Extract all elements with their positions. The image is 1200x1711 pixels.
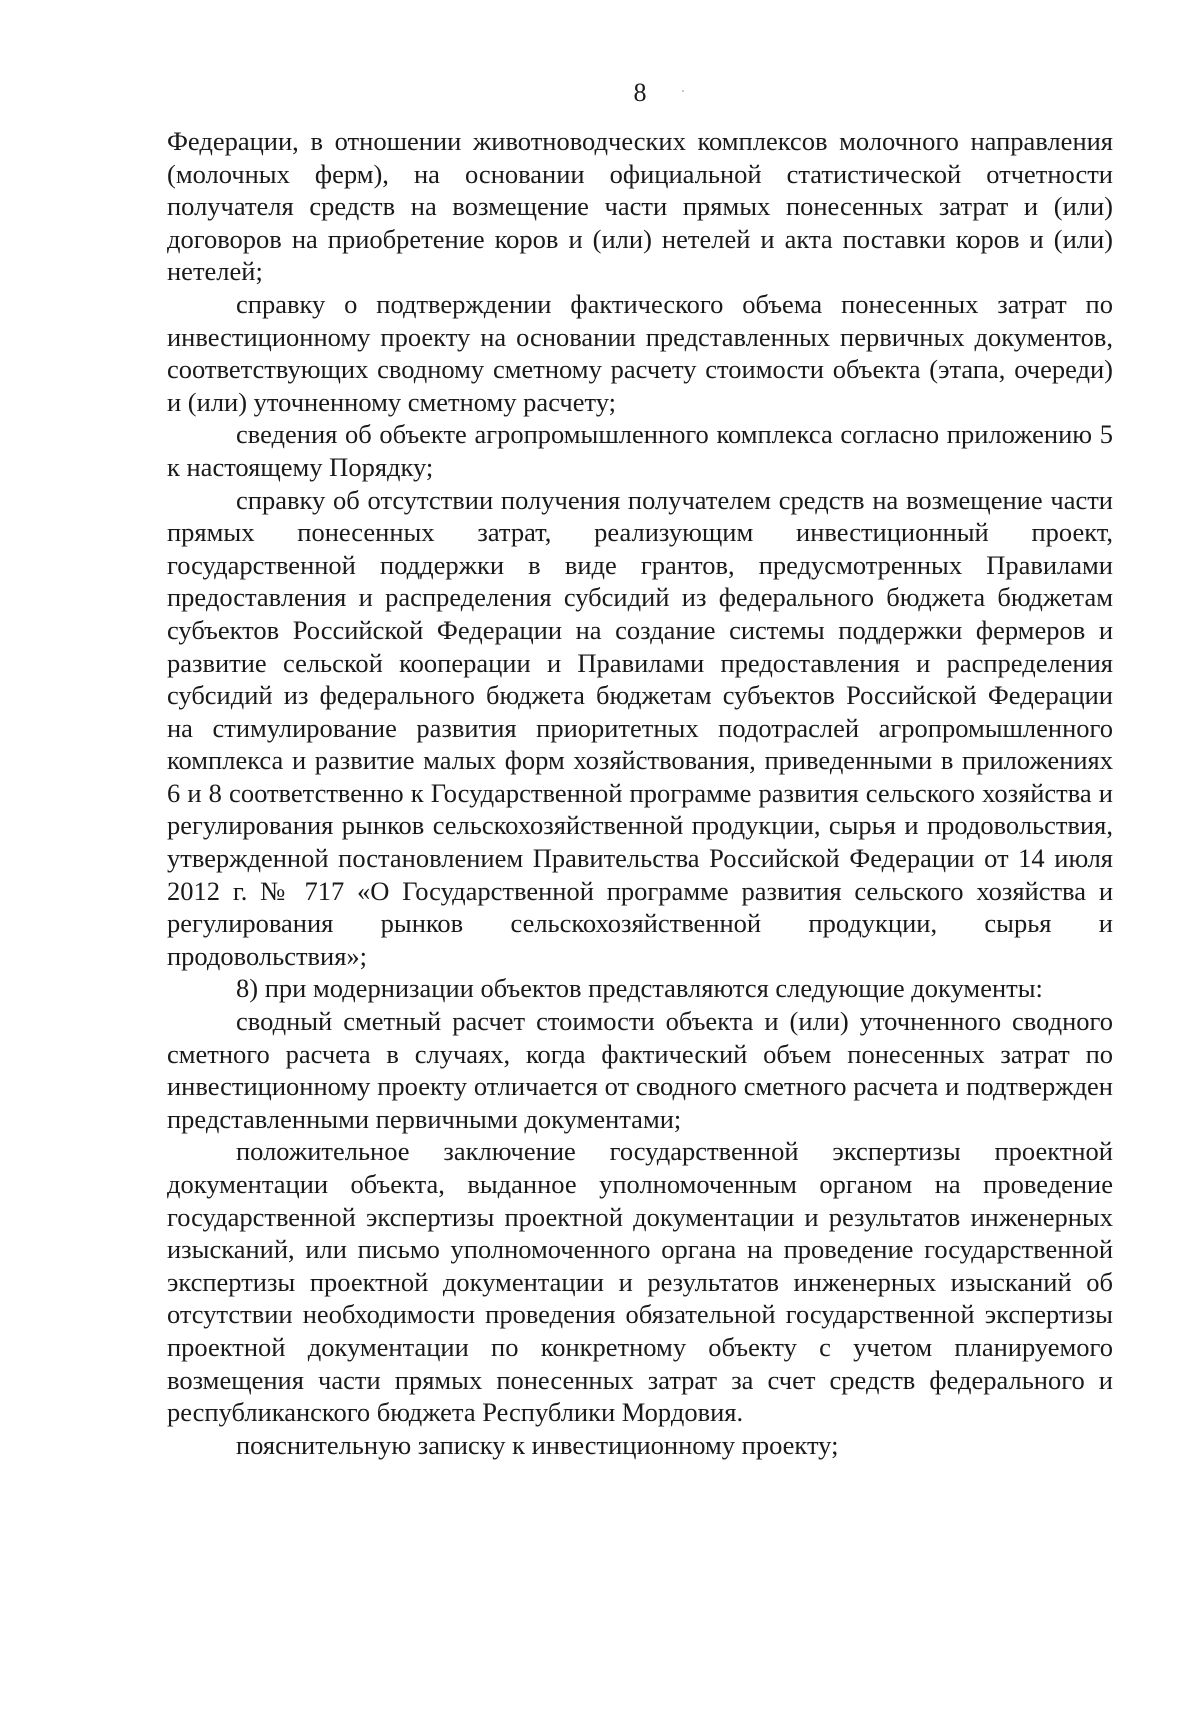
paragraph-agro-object-info: сведения об объекте агропромышленного комплекса согласно приложению 5 к настоящему Порядку;: [167, 419, 1113, 482]
document-body: [167, 125, 1113, 1461]
scan-speck: [682, 90, 684, 92]
paragraph-expert-conclusion: положительное заключение государственной экспертизы проектной документации объекта, выданное уполномоченным органом на проведение государственной экспертизы проектной документации и результатов инженерных изысканий, или письмо уполномоченного органа на проведение государственной экспертизы проектной документации и результатов инженерных изысканий об отсутствии необходимости проведения обязательной государственной экспертизы проектной документации по конкретному объекту с учетом планируемого возмещения части прямых понесенных затрат за счет средств федерального и республиканского бюджета Республики Мордовия.: [167, 1136, 1113, 1428]
paragraph-no-grants-certificate: справку об отсутствии получения получателем средств на возмещение части прямых понесенных затрат, реализующим инвестиционный проект, государственной поддержки в виде грантов, предусмотренных Правилами предоставления и распределения субсидий из федерального бюджета бюджетам субъектов Российской Федерации на создание системы поддержки фермеров и развитие сельской кооперации и Правилами предоставления и распределения субсидий из федерального бюджета бюджетам субъектов Российской Федерации на стимулирование развития приоритетных подотраслей агропромышленного комплекса и развитие малых форм хозяйствования, приведенными в приложениях 6 и 8 соответственно к Государственной программе развития сельского хозяйства и регулирования рынков сельскохозяйственной продукции, сырья и продовольствия, утвержденной постановлением Правительства Российской Федерации от 14 июля 2012 г. № 717 «О Государственной программе развития сельского хозяйства и регулирования рынков сельскохозяйственной продукции, сырья и продовольствия»;: [167, 484, 1113, 971]
page-number: 8: [633, 78, 647, 107]
paragraph-explanatory-note: пояснительную записку к инвестиционному проекту;: [236, 1429, 839, 1460]
paragraph-continued-federation: Федерации, в отношении животноводческих комплексов молочного направления (молочных ферм), на основании официальной статистической отчетности получателя средств на возмещение части прямых понесенных затрат и (или) договоров на приобретение коров и (или) нетелей и акта поставки коров и (или) нетелей;: [167, 126, 1113, 287]
paragraph-summary-estimate: сводный сметный расчет стоимости объекта и (или) уточненного сводного сметного расчета в случаях, когда фактический объем понесенных затрат по инвестиционному проекту отличается от сводного сметного расчета и подтвержден представленными первичными документами;: [167, 1006, 1113, 1134]
paragraph-cost-confirmation: справку о подтверждении фактического объема понесенных затрат по инвестиционному проекту на основании представленных первичных документов, соответствующих сводному сметному расчету стоимости объекта (этапа, очереди) и (или) уточненному сметному расчету;: [167, 288, 1113, 417]
paragraph-modernization-item-8: 8) при модернизации объектов представляются следующие документы:: [236, 973, 1043, 1004]
